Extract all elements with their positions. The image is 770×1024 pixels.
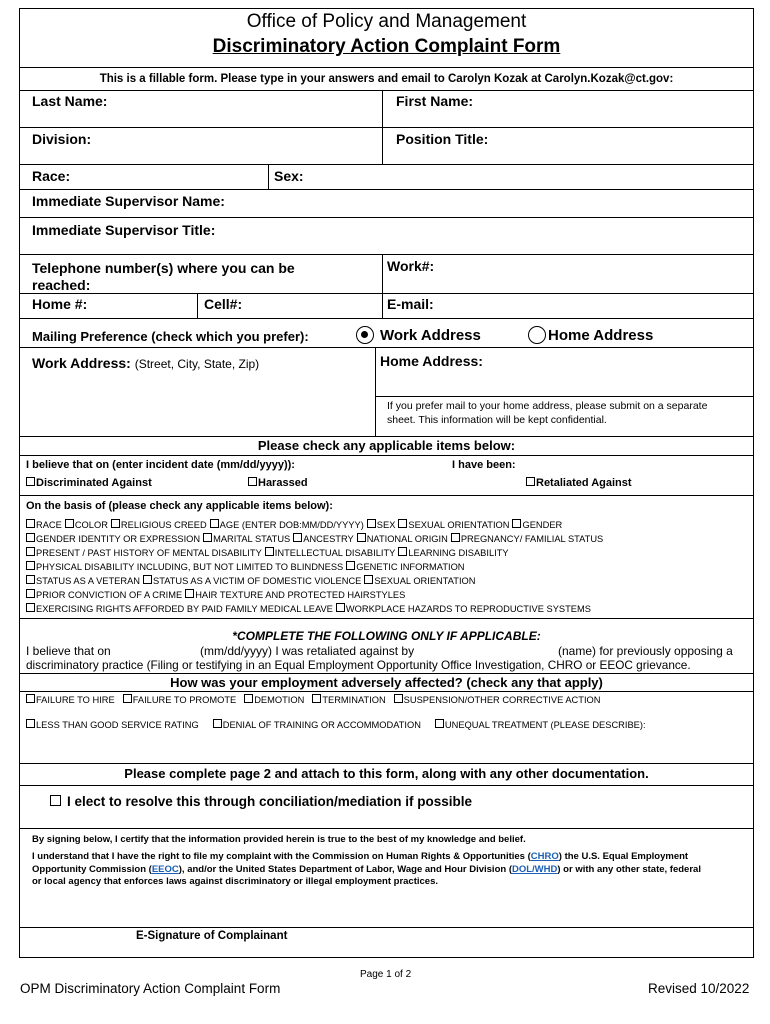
checkbox-icon xyxy=(451,533,460,542)
option-checkbox[interactable] xyxy=(26,590,182,600)
option-label: PHYSICAL DISABILITY INCLUDING, BUT NOT LIMITED TO BLINDNESS xyxy=(36,562,344,572)
option-checkbox[interactable] xyxy=(312,695,385,705)
home-address-radio[interactable] xyxy=(528,326,546,344)
race-field[interactable] xyxy=(80,168,264,188)
harassed-checkbox[interactable]: Harassed xyxy=(248,477,308,489)
option-checkbox[interactable] xyxy=(364,576,475,586)
position-title-label: Position Title: xyxy=(396,131,489,147)
option-checkbox[interactable] xyxy=(203,534,290,544)
option-label: FAILURE TO PROMOTE xyxy=(132,695,237,705)
adverse-options-row1 xyxy=(26,694,751,705)
checkbox-icon xyxy=(367,519,376,528)
checkbox-icon xyxy=(293,533,302,542)
basis-row xyxy=(26,532,751,546)
checkbox-icon xyxy=(398,519,407,528)
option-label: PREGNANCY/ FAMILIAL STATUS xyxy=(460,534,604,544)
option-checkbox[interactable] xyxy=(293,534,353,544)
chro-link[interactable]: CHRO xyxy=(530,851,559,862)
option-label: GENDER xyxy=(522,520,563,530)
checkbox-icon xyxy=(26,519,35,528)
checkbox-icon xyxy=(213,719,222,728)
option-checkbox[interactable] xyxy=(26,562,343,572)
telephone-label: Telephone number(s) where you can be reached: xyxy=(32,260,295,293)
incident-date-label: I believe that on (enter incident date (mm/dd/yyyy)): xyxy=(26,459,295,471)
option-checkbox[interactable] xyxy=(185,590,405,600)
option-label: ANCESTRY xyxy=(303,534,354,544)
work-number-field[interactable] xyxy=(445,258,749,278)
instructions: This is a fillable form. Please type in your answers and email to Carolyn Kozak at Carolyn.Kozak@ct.gov: xyxy=(99,73,674,85)
checkbox-icon xyxy=(111,519,120,528)
option-label: LEARNING DISABILITY xyxy=(408,548,509,558)
race-label: Race: xyxy=(32,168,71,184)
option-checkbox[interactable] xyxy=(26,576,140,586)
retaliated-checkbox[interactable]: Retaliated Against xyxy=(526,477,632,489)
option-label: FAILURE TO HIRE xyxy=(36,695,115,705)
checkbox-icon xyxy=(398,547,407,556)
checkbox-icon xyxy=(26,561,35,570)
rights-statement: I understand that I have the right to file my complaint with the Commission on Human Rights & Opportunities (CHRO) the U.S. Equal Employment Opportunity Commission (EEOC), and/or the United States Department of Labor, Wage and Hour Division (DOL/WHD) or with any other state, federal or local agency that enforces laws against discriminatory or illegal employment practices. xyxy=(32,851,701,887)
page2-note: Please complete page 2 and attach to this form, along with any other documentation. xyxy=(124,766,649,781)
have-been-label: I have been: xyxy=(452,459,516,471)
basis-row xyxy=(26,574,751,588)
option-checkbox[interactable] xyxy=(26,520,62,530)
checkbox-icon xyxy=(346,561,355,570)
retaliation-part3: (name) for previously opposing a xyxy=(558,644,733,658)
option-checkbox[interactable] xyxy=(111,520,207,530)
checkbox-icon xyxy=(512,519,521,528)
option-label: DENIAL OF TRAINING OR ACCOMMODATION xyxy=(222,720,421,730)
supervisor-title-label: Immediate Supervisor Title: xyxy=(32,222,216,238)
option-checkbox[interactable] xyxy=(346,562,464,572)
email-field[interactable] xyxy=(440,296,749,316)
option-checkbox[interactable] xyxy=(123,695,237,705)
page-number: Page 1 of 2 xyxy=(360,969,412,980)
option-checkbox[interactable] xyxy=(398,520,509,530)
footer-form-name: OPM Discriminatory Action Complaint Form xyxy=(20,981,281,996)
option-label: AGE (ENTER DOB:MM/DD/YYYY) xyxy=(219,520,364,530)
checkbox-icon xyxy=(185,589,194,598)
option-checkbox[interactable] xyxy=(367,520,396,530)
checkbox-icon xyxy=(26,719,35,728)
division-label: Division: xyxy=(32,131,92,147)
home-number-label: Home #: xyxy=(32,296,88,312)
basis-heading: On the basis of (please check any applicable items below): xyxy=(26,500,333,512)
option-label: LESS THAN GOOD SERVICE RATING xyxy=(36,720,199,730)
option-checkbox[interactable] xyxy=(213,720,421,730)
cell-number-label: Cell#: xyxy=(204,296,243,312)
certify-statement: By signing below, I certify that the information provided herein is true to the best of my knowledge and belief. xyxy=(32,834,526,845)
option-checkbox[interactable] xyxy=(26,720,199,730)
option-label: SEXUAL ORIENTATION xyxy=(374,576,476,586)
supervisor-name-label: Immediate Supervisor Name: xyxy=(32,193,225,209)
basis-row xyxy=(26,546,751,560)
option-checkbox[interactable] xyxy=(435,720,646,730)
division-field[interactable] xyxy=(102,131,376,151)
option-label: COLOR xyxy=(74,520,108,530)
option-checkbox[interactable] xyxy=(394,695,601,705)
home-address-label: Home Address: xyxy=(380,353,483,369)
option-checkbox[interactable] xyxy=(65,520,108,530)
sex-field[interactable] xyxy=(312,168,746,188)
checkbox-icon xyxy=(143,575,152,584)
option-label: STATUS AS A VETERAN xyxy=(36,576,141,586)
office-title: Office of Policy and Management xyxy=(246,11,527,32)
option-label: SUSPENSION/OTHER CORRECTIVE ACTION xyxy=(403,695,601,705)
checkbox-icon xyxy=(526,477,535,486)
option-label: RACE xyxy=(36,520,62,530)
option-label: MARITAL STATUS xyxy=(213,534,291,544)
checkbox-icon xyxy=(26,547,35,556)
adverse-heading: How was your employment adversely affected? (check any that apply) xyxy=(170,675,603,690)
option-label: STATUS AS A VICTIM OF DOMESTIC VIOLENCE xyxy=(153,576,362,586)
option-checkbox[interactable] xyxy=(265,548,396,558)
option-checkbox[interactable] xyxy=(26,695,115,705)
checkbox-icon xyxy=(26,477,35,486)
option-label: HAIR TEXTURE AND PROTECTED HAIRSTYLES xyxy=(195,590,406,600)
option-checkbox[interactable] xyxy=(451,534,603,544)
basis-row xyxy=(26,518,751,532)
adverse-options-row2 xyxy=(26,719,751,730)
option-checkbox[interactable] xyxy=(26,604,333,614)
checkbox-icon xyxy=(364,575,373,584)
checkbox-icon xyxy=(248,477,257,486)
signature-field[interactable] xyxy=(300,930,744,952)
applicable-heading: Please check any applicable items below: xyxy=(257,438,516,453)
checkbox-icon xyxy=(26,533,35,542)
option-label: UNEQUAL TREATMENT (PLEASE DESCRIBE): xyxy=(444,720,646,730)
option-label: GENDER IDENTITY OR EXPRESSION xyxy=(36,534,201,544)
checkbox-icon xyxy=(357,533,366,542)
checkbox-icon xyxy=(65,519,74,528)
home-address-field[interactable] xyxy=(380,372,749,398)
checkbox-icon xyxy=(336,603,345,612)
basis-row xyxy=(26,588,751,602)
dol-whd-link[interactable]: DOL/WHD xyxy=(511,863,558,875)
option-checkbox[interactable] xyxy=(357,534,448,544)
retaliation-part2: (mm/dd/yyyy) I was retaliated against by xyxy=(200,644,415,658)
option-checkbox[interactable] xyxy=(336,604,591,614)
option-label: TERMINATION xyxy=(322,695,386,705)
checkbox-icon xyxy=(26,589,35,598)
option-label: DEMOTION xyxy=(254,695,305,705)
checkbox-icon xyxy=(203,533,212,542)
mediation-checkbox[interactable]: I elect to resolve this through conciliation/mediation if possible xyxy=(50,794,472,809)
first-name-label: First Name: xyxy=(396,93,474,109)
checkbox-icon xyxy=(312,694,321,703)
first-name-field[interactable] xyxy=(482,93,751,113)
cell-number-field[interactable] xyxy=(250,296,379,316)
work-address-label: Work Address: (Street, City, State, Zip) xyxy=(32,355,260,371)
checkbox-icon xyxy=(394,694,403,703)
position-title-field[interactable] xyxy=(500,131,752,151)
option-checkbox[interactable] xyxy=(398,548,508,558)
option-checkbox[interactable] xyxy=(512,520,562,530)
checkbox-icon xyxy=(435,719,444,728)
option-checkbox[interactable] xyxy=(26,534,200,544)
option-checkbox[interactable] xyxy=(26,548,262,558)
option-checkbox[interactable] xyxy=(244,695,304,705)
option-label: WORKPLACE HAZARDS TO REPRODUCTIVE SYSTEMS xyxy=(345,604,591,614)
work-number-label: Work#: xyxy=(387,258,435,274)
checkbox-icon xyxy=(244,694,253,703)
option-label: SEXUAL ORIENTATION xyxy=(408,520,510,530)
checkbox-icon xyxy=(26,603,35,612)
option-label: PRIOR CONVICTION OF A CRIME xyxy=(36,590,183,600)
option-label: RELIGIOUS CREED xyxy=(120,520,207,530)
checkbox-icon xyxy=(50,795,61,806)
signature-label: E-Signature of Complainant xyxy=(136,930,288,942)
last-name-field[interactable] xyxy=(120,93,379,113)
sex-label: Sex: xyxy=(274,168,304,184)
retaliation-part1: I believe that on xyxy=(26,644,111,658)
home-address-option: Home Address xyxy=(548,327,654,344)
radio-selected-dot xyxy=(361,331,368,338)
checkbox-icon xyxy=(265,547,274,556)
home-number-field[interactable] xyxy=(100,296,196,316)
checkbox-icon xyxy=(26,575,35,584)
eeoc-link[interactable]: EEOC xyxy=(151,863,179,875)
basis-row xyxy=(26,602,751,616)
option-label: EXERCISING RIGHTS AFFORDED BY PAID FAMILY MEDICAL LEAVE xyxy=(36,604,333,614)
option-label: GENETIC INFORMATION xyxy=(356,562,465,572)
home-address-note: If you prefer mail to your home address, please submit on a separate sheet. This information will be kept confidential. xyxy=(387,400,708,426)
basis-checklist xyxy=(26,518,751,616)
work-address-radio[interactable] xyxy=(356,326,374,344)
mailing-preference-label: Mailing Preference (check which you prefer): xyxy=(32,329,309,344)
work-address-option: Work Address xyxy=(380,327,481,344)
option-checkbox[interactable] xyxy=(210,520,364,530)
checkbox-icon xyxy=(26,694,35,703)
checkbox-icon xyxy=(123,694,132,703)
supervisor-title-field[interactable] xyxy=(240,222,749,242)
discriminated-checkbox[interactable]: Discriminated Against xyxy=(26,477,152,489)
option-checkbox[interactable] xyxy=(143,576,361,586)
retaliation-line2: discriminatory practice (Filing or testifying in an Equal Employment Opportunity Office Investigation, CHRO or EEOC grievance. xyxy=(26,658,691,672)
email-label: E-mail: xyxy=(387,296,434,312)
supervisor-name-field[interactable] xyxy=(245,193,749,213)
last-name-label: Last Name: xyxy=(32,93,108,109)
option-label: SEX xyxy=(376,520,396,530)
option-label: NATIONAL ORIGIN xyxy=(366,534,448,544)
work-address-field[interactable] xyxy=(32,375,376,434)
option-label: INTELLECTUAL DISABILITY xyxy=(274,548,396,558)
retaliation-heading: *COMPLETE THE FOLLOWING ONLY IF APPLICABLE: xyxy=(232,629,541,643)
footer-revised: Revised 10/2022 xyxy=(648,981,750,996)
option-label: PRESENT / PAST HISTORY OF MENTAL DISABILITY xyxy=(36,548,262,558)
basis-row xyxy=(26,560,751,574)
form-title: Discriminatory Action Complaint Form xyxy=(212,36,561,57)
checkbox-icon xyxy=(210,519,219,528)
